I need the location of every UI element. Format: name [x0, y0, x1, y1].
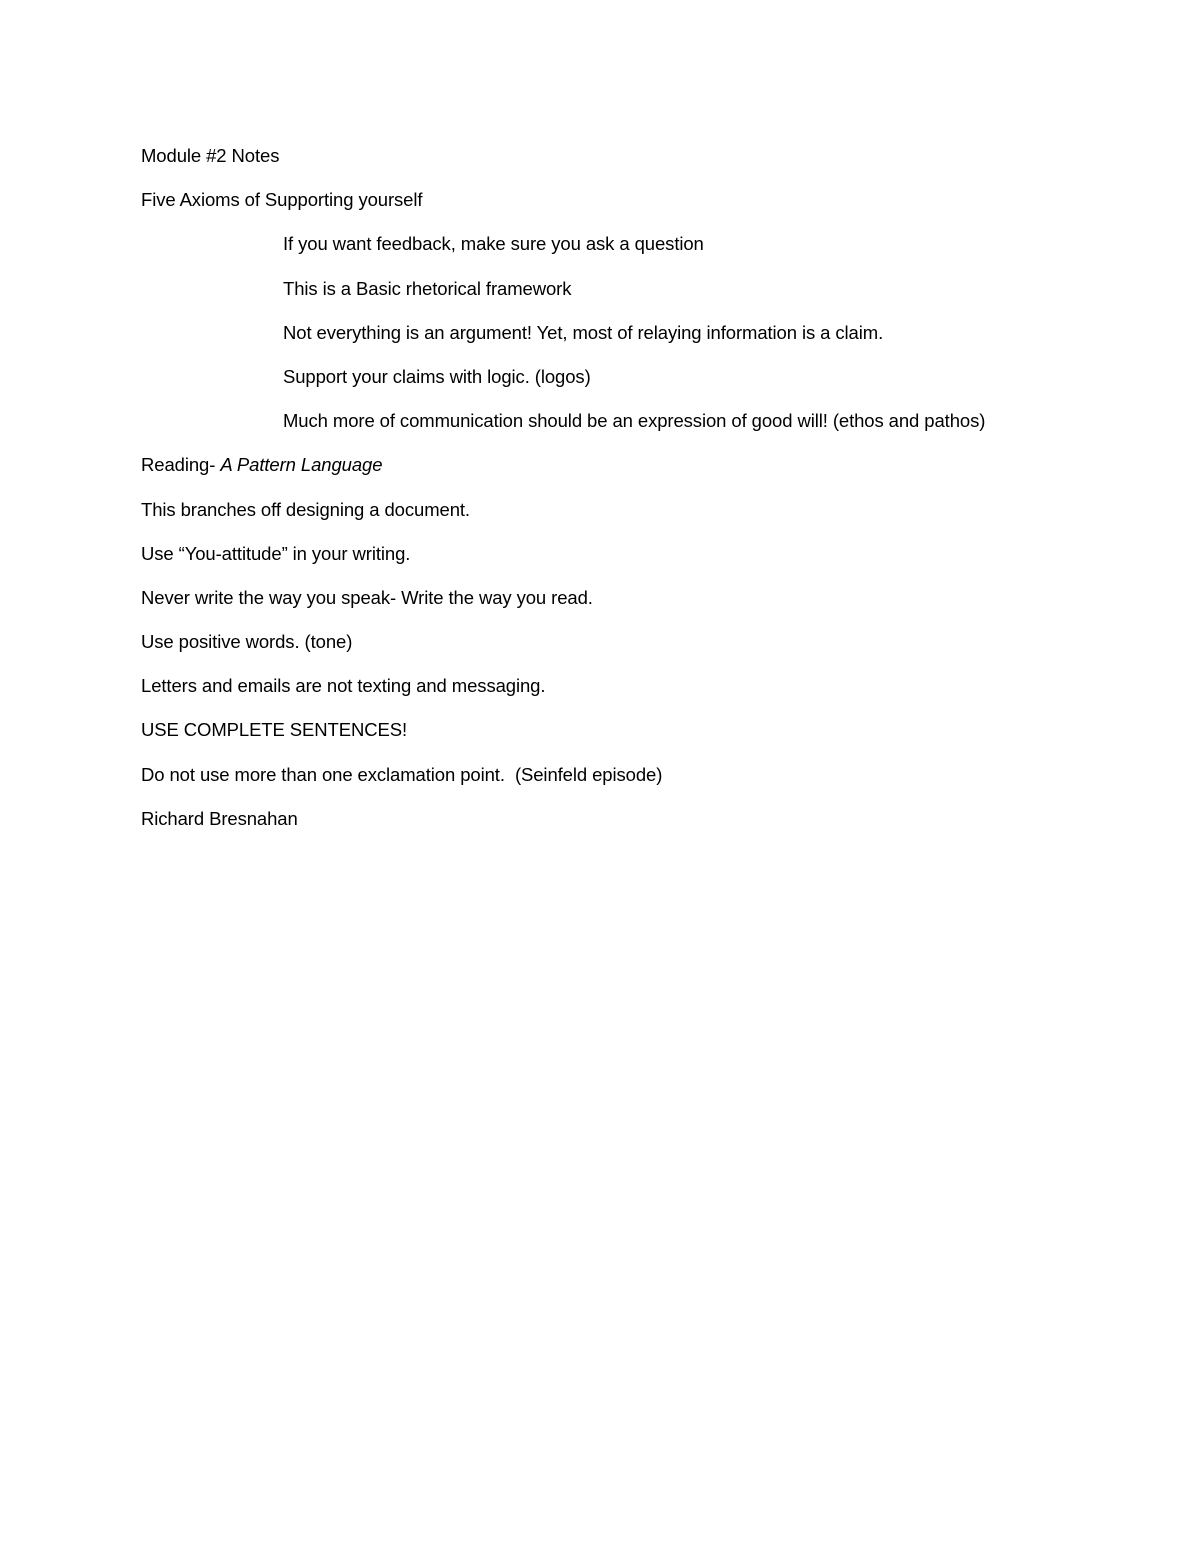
- axiom-item-3: Not everything is an argument! Yet, most of relaying information is a claim.: [283, 321, 884, 343]
- reading-line: [141, 452, 1141, 478]
- note-item-2: Use “You-attitude” in your writing.: [141, 542, 411, 564]
- author-name: Richard Bresnahan: [141, 807, 298, 829]
- note-item-7: Do not use more than one exclamation point. (Seinfeld episode): [141, 763, 663, 785]
- note-item-4: Use positive words. (tone): [141, 631, 353, 653]
- reading-title: A Pattern Language: [220, 454, 383, 476]
- note-item-5: Letters and emails are not texting and messaging.: [141, 675, 546, 697]
- section-heading: Five Axioms of Supporting yourself: [141, 189, 423, 211]
- note-item-1: This branches off designing a document.: [141, 498, 470, 520]
- note-item-3: Never write the way you speak- Write the way you read.: [141, 586, 593, 608]
- axiom-item-5: Much more of communication should be an expression of good will! (ethos and pathos): [283, 410, 986, 432]
- axiom-item-1: If you want feedback, make sure you ask a question: [283, 233, 704, 255]
- document-body: [141, 143, 1141, 850]
- reading-prefix: Reading-: [141, 454, 221, 476]
- document-title: Module #2 Notes: [141, 145, 280, 166]
- axiom-item-4: Support your claims with logic. (logos): [283, 365, 591, 387]
- axiom-item-2: This is a Basic rhetorical framework: [283, 277, 572, 299]
- note-item-6: USE COMPLETE SENTENCES!: [141, 719, 408, 741]
